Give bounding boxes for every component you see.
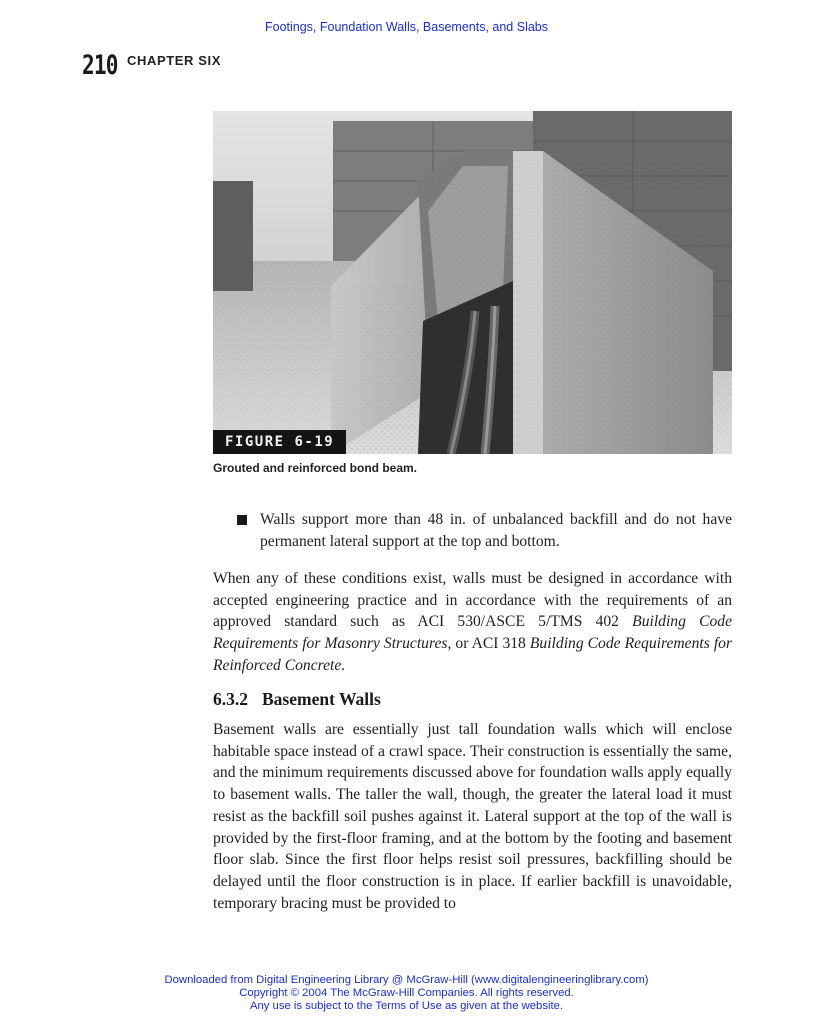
running-head: Footings, Foundation Walls, Basements, and Slabs: [264, 20, 549, 34]
page-number: 210: [82, 50, 118, 81]
paragraph-text: When any of these conditions exist, walls must be designed in accordance with accepted engineering practice and in accordance with the requirements of an approved standard such as ACI 530/ASCE 5/TMS 402: [213, 570, 732, 631]
standard-title: Building Code Requirements for Reinforced Concrete.: [213, 635, 733, 674]
chapter-label: CHAPTER SIX: [127, 53, 222, 68]
section-title: Basement Walls: [262, 689, 381, 709]
bond-beam-photo: [213, 111, 732, 454]
standard-title: Building Code Requirements for Masonry Structures,: [213, 613, 732, 653]
bullet-item: [237, 509, 732, 552]
paragraph: Basement walls are essentially just tall foundation walls which will enclose habitable space instead of a crawl space. Their construction is essentially the same, and the minimum requirements discussed above for foundation walls apply equally to basement walls. The taller the wall, though, the greater the lateral load it must resist as the backfill soil pushes against it. Lateral support at the top of the wall is provided by the first-floor framing, and at the bottom by the footing and basement floor slab. Since the first floor helps resist soil pressures, backfilling should be delayed until the floor construction is in place. If earlier backfill is unavoidable, temporary bracing must be provided to: [213, 721, 732, 912]
section-heading: [213, 689, 381, 710]
footer-download-link[interactable]: Downloaded from Digital Engineering Library @ McGraw-Hill (www.digitalengineeringlibrary.com): [164, 974, 649, 986]
figure-photo: [213, 111, 732, 454]
figure-label: FIGURE 6-19: [213, 430, 346, 454]
section-number: 6.3.2: [213, 689, 248, 709]
footer-terms: Any use is subject to the Terms of Use as given at the website.: [249, 1000, 564, 1012]
bullet-text: Walls support more than 48 in. of unbalanced backfill and do not have permanent lateral support at the top and bottom.: [260, 511, 732, 550]
square-bullet-icon: [237, 515, 247, 525]
footer-copyright: Copyright © 2004 The McGraw-Hill Companies. All rights reserved.: [239, 987, 574, 999]
paragraph-text: or ACI 318: [451, 635, 530, 653]
paragraph: [213, 568, 732, 677]
download-footer: [0, 974, 813, 1013]
figure-caption: Grouted and reinforced bond beam.: [213, 461, 418, 475]
